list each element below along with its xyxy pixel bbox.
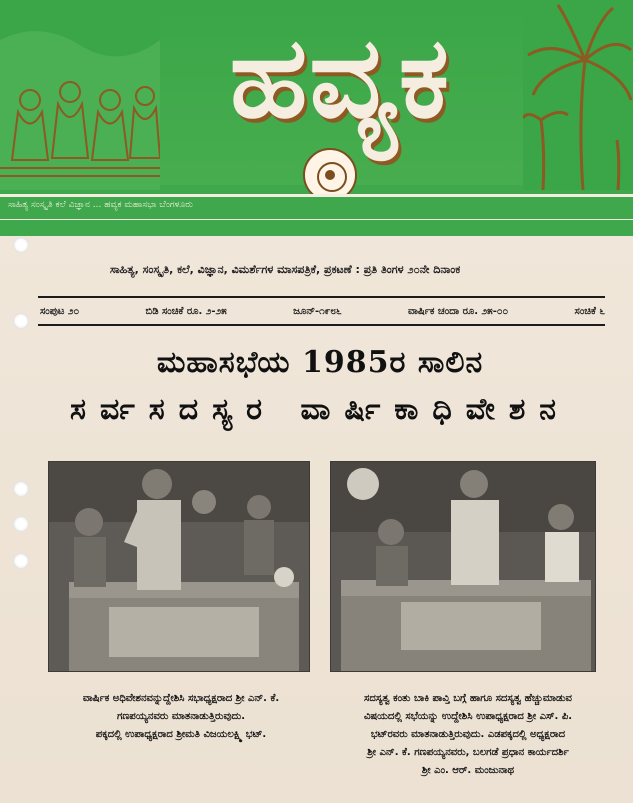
punch-hole [13, 481, 29, 497]
price-label: ಬಿಡಿ ಸಂಚಿಕೆ ರೂ. ೨-೨೫ [145, 306, 227, 317]
magazine-title: ಹವ್ಯಕ [229, 12, 452, 143]
right-photo-caption [318, 690, 618, 780]
seal-center [325, 170, 335, 180]
seated-figures-illustration [0, 0, 160, 190]
headline-line-1: ಮಹಾಸಭೆಯ 1985ರ ಸಾಲಿನ [156, 345, 484, 380]
caption-line: ಶ್ರೀ ಎಂ. ಆರ್. ಮಂಜುನಾಥ [421, 765, 515, 776]
punch-hole [13, 313, 29, 329]
bottom-rule [38, 324, 605, 326]
caption-line: ವಿಷಯದಲ್ಲಿ ಸಭೆಯನ್ನು ಉದ್ದೇಶಿಸಿ ಉಪಾಧ್ಯಕ್ಷರಾದ ಶ್ರೀ ಎಸ್. ಪಿ. [363, 711, 573, 722]
punch-hole [13, 516, 29, 532]
issue-info-row [40, 306, 605, 317]
masthead-lower-band [0, 220, 633, 236]
volume-label: ಸಂಪುಟ ೨೦ [40, 306, 80, 317]
punch-hole [13, 237, 29, 253]
caption-line: ಸದಸ್ಯತ್ವ ಕಂತು ಬಾಕಿ ಪಾವ್ತಿ ಬಗ್ಗೆ ಹಾಗೂ ಸದಸ್ಯತ್ವ ಹೆಚ್ಚುಮಾಡುವ [364, 693, 572, 704]
caption-line: ಪಕ್ಕದಲ್ಲಿ ಉಪಾಧ್ಯಕ್ಷರಾದ ಶ್ರೀಮತಿ ವಿಜಯಲಕ್ಷ್ಮಿ ಭಟ್. [95, 729, 267, 740]
palm-tree-illustration [523, 0, 633, 190]
punch-hole [13, 553, 29, 569]
masthead [0, 0, 633, 236]
caption-line: ಗಣಪಯ್ಯನವರು ಮಾತನಾಡುತ್ತಿರುವುದು. [116, 711, 246, 722]
caption-line: ವಾರ್ಷಿಕ ಅಧಿವೇಶನವನ್ನುದ್ದೇಶಿಸಿ ಸಭಾಧ್ಯಕ್ಷರಾದ ಶ್ರೀ ಎನ್. ಕೆ. [82, 693, 280, 704]
magazine-subtitle: ಸಾಹಿತ್ಯ, ಸಂಸ್ಕೃತಿ, ಕಲೆ, ವಿಜ್ಞಾನ, ವಿಮರ್ಶೆಗಳ ಮಾಸಪತ್ರಿಕೆ, ಪ್ರಕಟಣೆ : ಪ್ರತಿ ತಿಂಗಳ ೨೦ನೇ ದಿನಾಂಕ [110, 263, 461, 276]
top-rule [38, 296, 605, 298]
caption-line: ಶ್ರೀ ಎನ್. ಕೆ. ಗಣಪಯ್ಯನವರು, ಬಲಗಡೆ ಪ್ರಧಾನ ಕಾರ್ಯದರ್ಶಿ [367, 747, 569, 758]
subscription-label: ವಾರ್ಷಿಕ ಚಂದಾ ರೂ. ೨೫-೦೦ [407, 306, 509, 317]
issue-label: ಸಂಚಿಕೆ ೬ [574, 306, 605, 317]
left-photo-caption [50, 690, 312, 744]
date-label: ಜೂನ್-೧೯೮೬ [293, 306, 342, 317]
masthead-stripe-text: ಸಾಹಿತ್ಯ ಸಂಸ್ಕೃತಿ ಕಲೆ ವಿಜ್ಞಾನ ... ಹವ್ಯಕ ಮಹಾಸಭಾ ಬೆಂಗಳೂರು [8, 200, 193, 210]
photo-president-speaking [48, 461, 310, 672]
photo-vice-president-speaking [330, 461, 596, 672]
headline-line-2: ಸರ್ವಸದಸ್ಯರ ವಾರ್ಷಿಕಾಧಿವೇಶನ [70, 392, 570, 427]
caption-line: ಭಟ್‌ರವರು ಮಾತನಾಡುತ್ತಿರುವುದು. ಎಡಪಕ್ಕದಲ್ಲಿ ಅಧ್ಯಕ್ಷರಾದ [370, 729, 566, 740]
